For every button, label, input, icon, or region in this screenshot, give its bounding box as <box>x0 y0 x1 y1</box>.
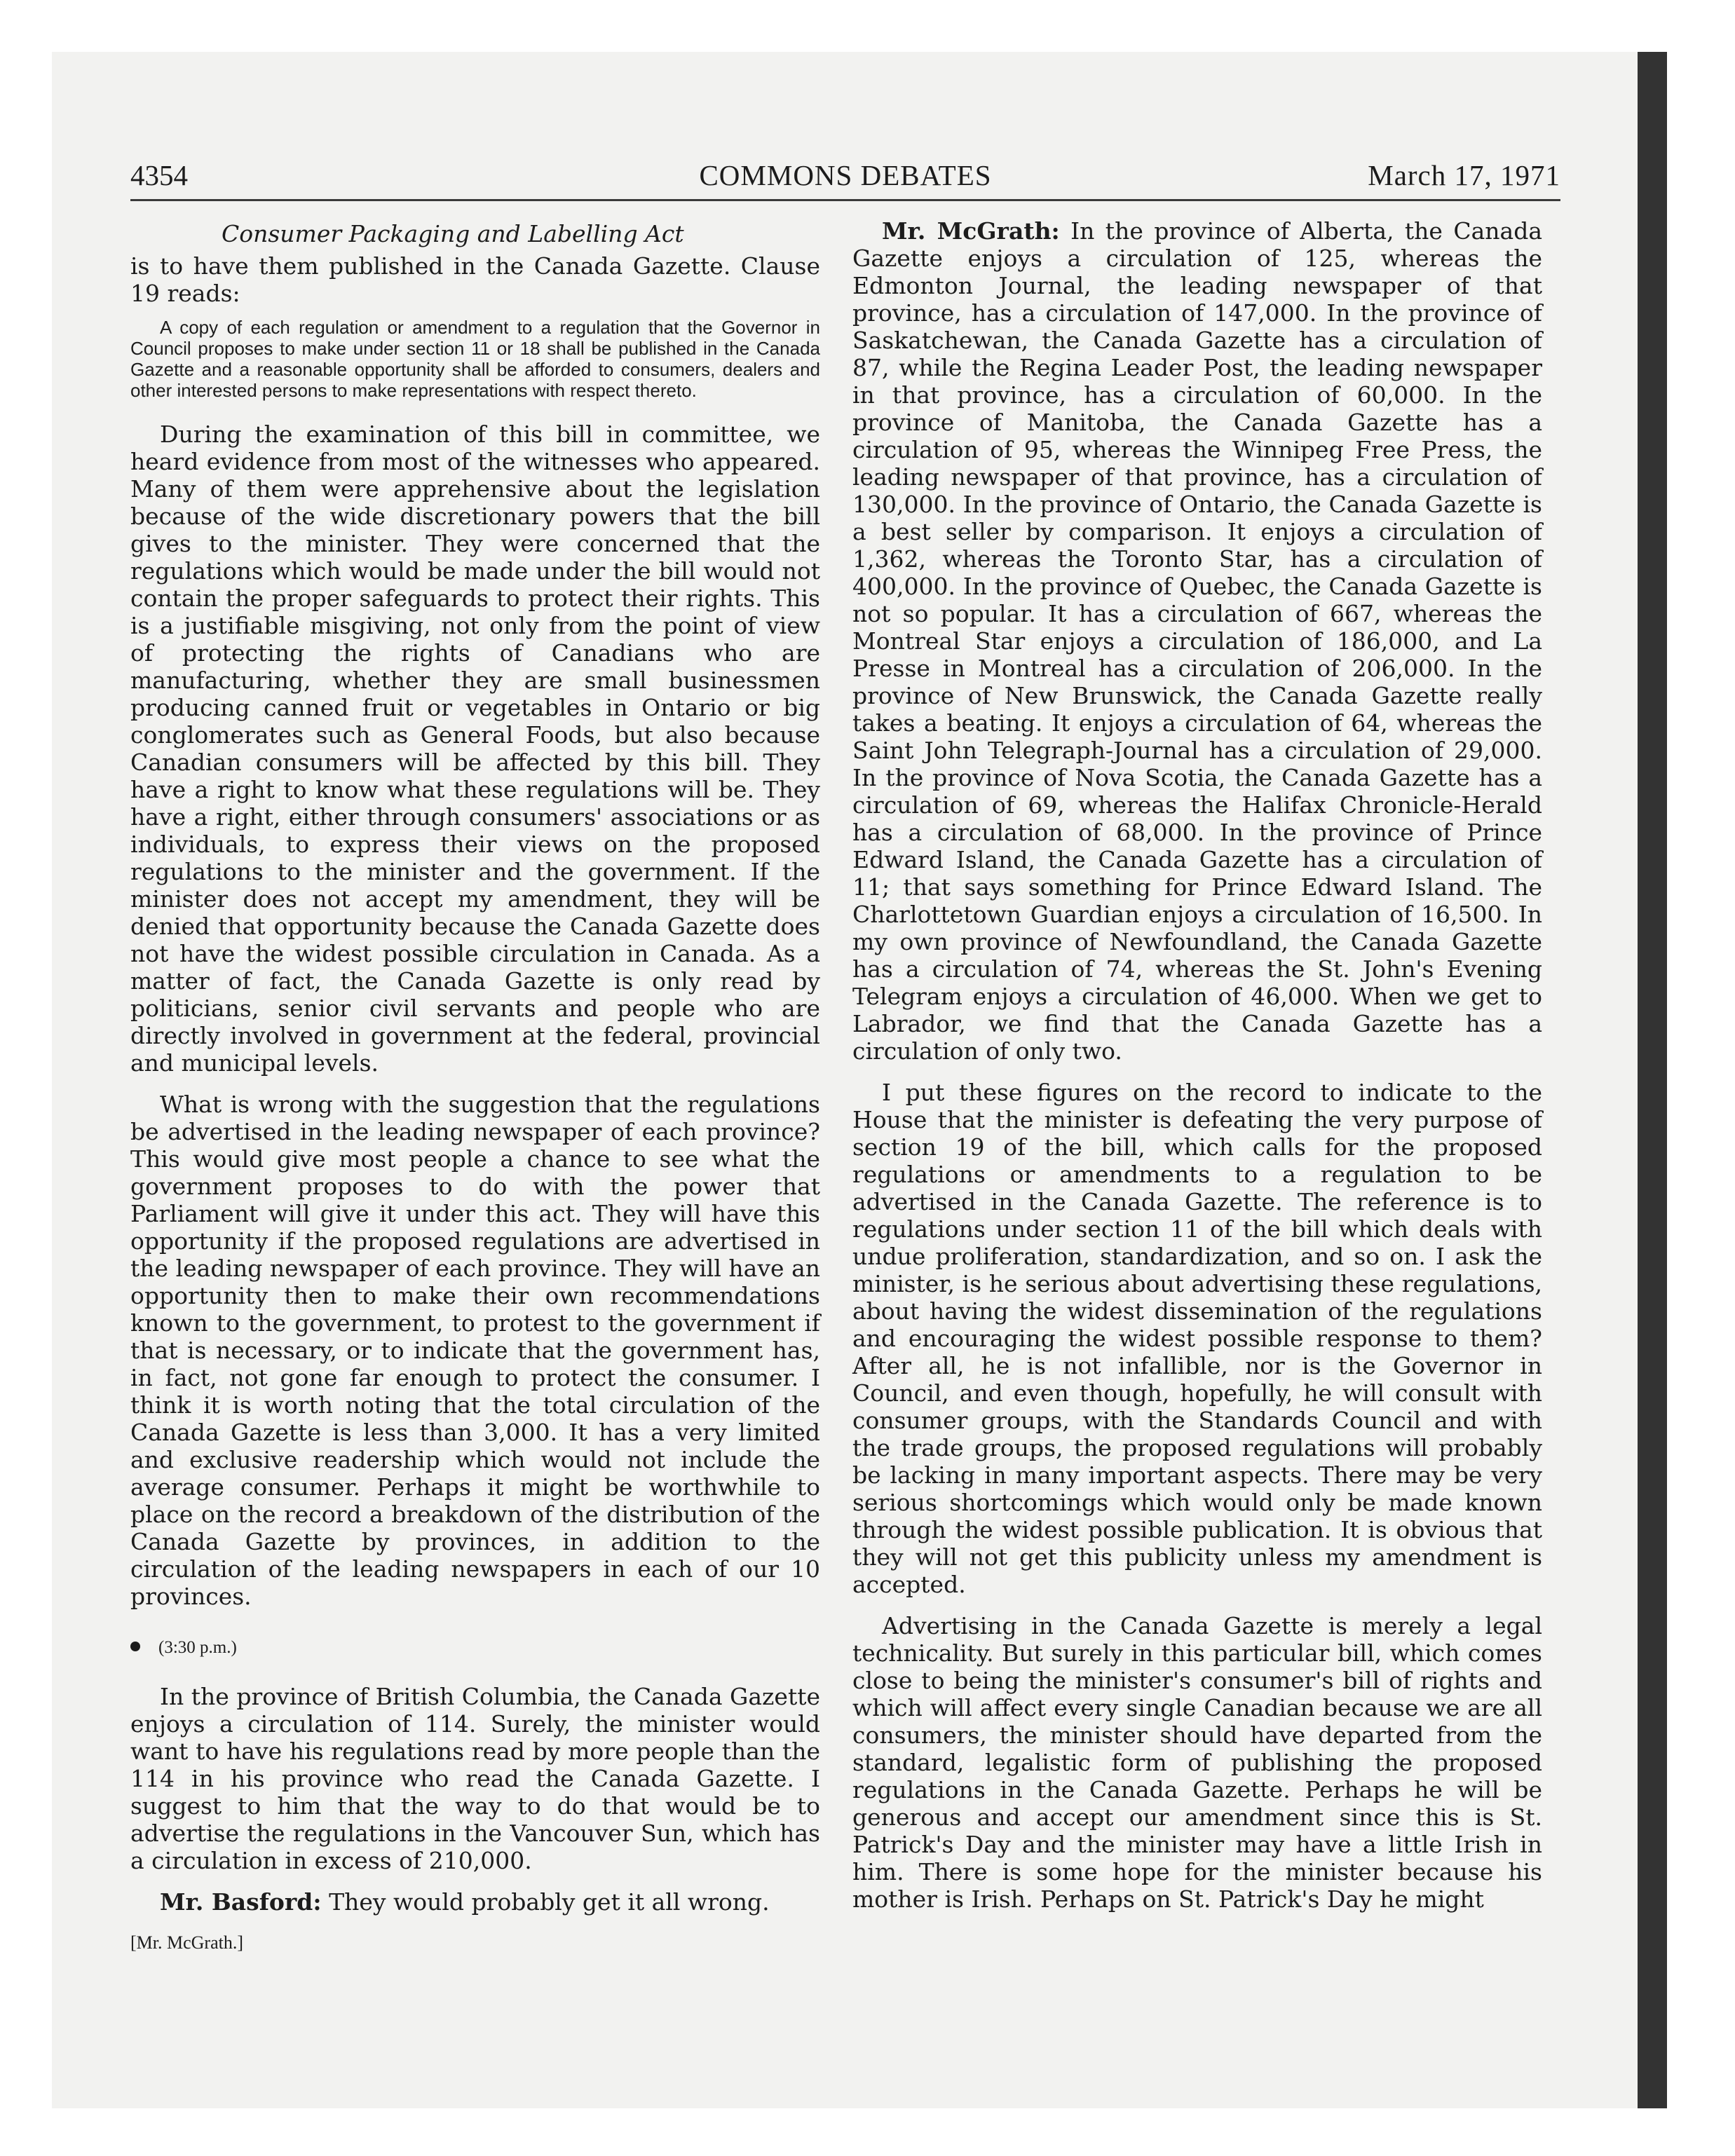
section-title: Consumer Packaging and Labelling Act <box>222 220 684 247</box>
paragraph: Advertising in the Canada Gazette is merely a legal technicality. But surely in this particular bill, which comes close to being the minister's consumer's bill of rights and which will affect every single Canadian because we are all consumers, the minister should have departed from the standard, legalistic form of publishing the proposed regulations in the Canada Gazette. Perhaps he will be generous and accept our amendment since this is St. Patrick's Day and the minister may have a little Irish in him. There is some hope for the minister because his mother is Irish. Perhaps on St. Patrick's Day he might <box>852 1612 1542 1913</box>
publication-title: COMMONS DEBATES <box>699 159 992 191</box>
speaker-text: They would probably get it all wrong. <box>329 1888 770 1916</box>
scan-edge-shadow <box>1638 52 1667 2108</box>
speaker-paragraph <box>852 217 1542 1065</box>
paragraph: is to have them published in the Canada Gazette. Clause 19 reads: <box>130 252 820 307</box>
speaker-text: In the province of Alberta, the Canada Gazette enjoys a circulation of 125, whereas the Edmonton Journal, the leading newspaper of that province, has a circulation of 147,000. In the province of Saskatchewan, the Canada Gazette has a circulation of 87, while the Regina Leader Post, the leading newspaper in that province, has a circulation of 60,000. In the province of Manitoba, the Canada Gazette has a circulation of 95, whereas the Winnipeg Free Press, the leading newspaper of that province, has a circulation of 130,000. In the province of Ontario, the Canada Gazette is a best seller by comparison. It enjoys a circulation of 1,362, whereas the Toronto Star, has a circulation of 400,000. In the province of Quebec, the Canada Gazette is not so popular. It has a circulation of 667, whereas the Montreal Star enjoys a circulation of 186,000, and La Presse in Montreal has a circulation of 206,000. In the province of New Brunswick, the Canada Gazette really takes a beating. It enjoys a circulation of 64, whereas the Saint John Telegraph-Journal has a circulation of 29,000. In the province of Nova Scotia, the Canada Gazette has a circulation of 69, whereas the Halifax Chronicle-Herald has a circulation of 68,000. In the province of Prince Edward Island, the Canada Gazette has a circulation of 11; that says something for Prince Edward Island. The Charlottetown Guardian enjoys a circulation of 16,500. In my own province of Newfoundland, the Canada Gazette has a circulation of 74, whereas the St. John's Evening Telegram enjoys a circulation of 46,000. When we get to Labrador, we find that the Canada Gazette has a circulation of only two. <box>852 217 1542 1065</box>
speaker-name: Mr. Basford: <box>160 1888 322 1916</box>
right-column <box>852 217 1542 1913</box>
page-header <box>130 157 1560 201</box>
bullet-icon <box>130 1642 140 1651</box>
quoted-clause: A copy of each regulation or amendment to a regulation that the Governor in Council proposes to make under section 11 or 18 shall be published in the Canada Gazette and a reasonable opportunity shall be afforded to consumers, dealers and other interested persons to make representations with respect thereto. <box>130 317 820 401</box>
speaker-name: Mr. McGrath: <box>882 217 1060 245</box>
speaker-paragraph <box>130 1888 820 1916</box>
paragraph: What is wrong with the suggestion that the regulations be advertised in the leading newspaper of each province? This would give most people a chance to see what the government proposes to do with the power that Parliament will give it under this act. They will have this opportunity if the proposed regulations are advertised in the leading newspaper of each province. They will have an opportunity then to make their own recommendations known to the government, to protest to the government if that is necessary, or to indicate that the government has, in fact, not gone far enough to protect the consumer. I think it is worth noting that the total circulation of the Canada Gazette is less than 3,000. It has a very limited and exclusive readership which would not include the average consumer. Perhaps it might be worthwhile to place on the record a breakdown of the distribution of the Canada Gazette by provinces, in addition to the circulation of the leading newspapers in each of our 10 provinces. <box>130 1091 820 1610</box>
time-stamp: (3:30 p.m.) <box>158 1638 237 1657</box>
publication-date: March 17, 1971 <box>1368 159 1560 191</box>
paragraph: During the examination of this bill in committee, we heard evidence from most of the witnesses who appeared. Many of them were apprehensive about the legislation because of the wide discretionary powers that the bill gives to the minister. They were concerned that the regulations which would be made under the bill would not contain the proper safeguards to protect their rights. This is a justifiable misgiving, not only from the point of view of protecting the rights of Canadians who are manufacturing, whether they are small businessmen producing canned fruit or vegetables in Ontario or big conglomerates such as General Foods, but also because Canadian consumers will be affected by this bill. They have a right to know what these regulations will be. They have a right, either through consumers' associations or as individuals, to express their views on the proposed regulations to the minister and the government. If the minister does not accept my amendment, they will be denied that opportunity because the Canada Gazette does not have the widest possible circulation in Canada. As a matter of fact, the Canada Gazette is only read by politicians, senior civil servants and people who are directly involved in government at the federal, provincial and municipal levels. <box>130 421 820 1077</box>
paragraph: In the province of British Columbia, the Canada Gazette enjoys a circulation of 114. Surely, the minister would want to have his regulations read by more people than the 114 in his province who read the Canada Gazette. I suggest to him that the way to do that would be to advertise the regulations in the Vancouver Sun, which has a circulation in excess of 210,000. <box>130 1683 820 1874</box>
paragraph: I put these figures on the record to indicate to the House that the minister is defeating the very purpose of section 19 of the bill, which calls for the proposed regulations or amendments to a regulation to be advertised in the Canada Gazette. The reference is to regulations under section 11 of the bill which deals with undue proliferation, standardization, and so on. I ask the minister, is he serious about advertising these regulations, about having the widest dissemination of the regulations and encouraging the widest possible response to them? After all, he is not infallible, nor is the Governor in Council, and even though, hopefully, he will consult with consumer groups, with the Standards Council and with the trade groups, the proposed regulations will probably be lacking in many important aspects. There may be very serious shortcomings which would only be made known through the widest possible publication. It is obvious that they will not get this publicity unless my amendment is accepted. <box>852 1079 1542 1598</box>
left-column <box>130 217 820 1953</box>
time-marker <box>130 1638 820 1658</box>
page-number: 4354 <box>130 159 188 191</box>
speaker-reference: [Mr. McGrath.] <box>130 1932 244 1953</box>
